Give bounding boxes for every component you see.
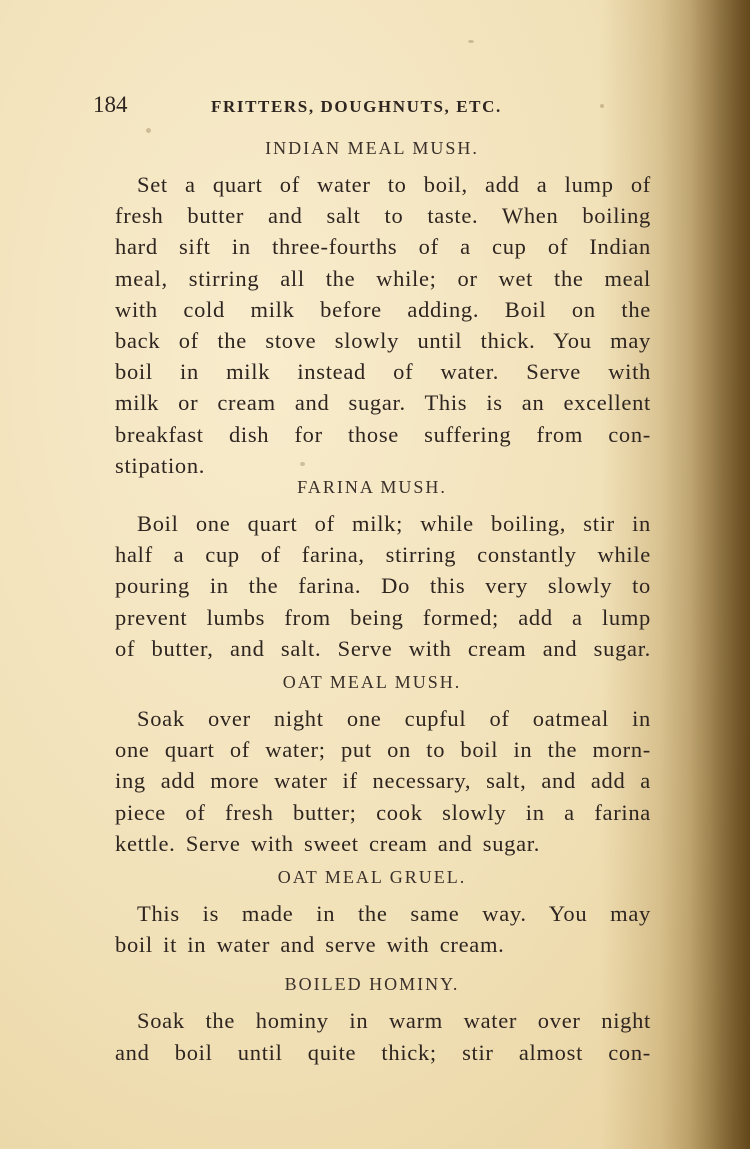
text-line: breakfast dish for those suffering from con-	[115, 421, 651, 447]
recipe-text	[93, 1005, 651, 1067]
recipe-farina-mush	[93, 477, 651, 664]
text-line: ing add more water if necessary, salt, and add a	[115, 768, 651, 794]
text-line: meal, stirring all the while; or wet the meal	[115, 265, 651, 291]
recipe-indian-meal-mush	[93, 138, 651, 481]
text-line: This is made in the same way. You may	[137, 901, 651, 927]
text-line: Set a quart of water to boil, add a lump of	[137, 172, 651, 197]
recipe-oat-meal-mush	[93, 672, 651, 859]
recipe-heading: OAT MEAL MUSH.	[282, 672, 462, 693]
text-line: boil in milk instead of water. Serve with	[115, 359, 651, 385]
recipe-heading: BOILED HOMINY.	[284, 974, 460, 995]
running-head	[93, 92, 651, 132]
recipe-heading: FARINA MUSH.	[297, 477, 447, 498]
recipe-text	[93, 508, 651, 664]
text-line: Boil one quart of milk; while boiling, stir in	[137, 511, 651, 537]
text-line: back of the stove slowly until thick. You may	[115, 328, 651, 354]
text-line: and boil until quite thick; stir almost con-	[115, 1039, 651, 1065]
recipe-heading: OAT MEAL GRUEL.	[277, 867, 467, 888]
text-line: Soak over night one cupful of oatmeal in	[137, 706, 651, 732]
text-line: half a cup of farina, stirring constantly while	[115, 542, 651, 568]
text-line: one quart of water; put on to boil in the morn-	[115, 737, 651, 763]
recipe-boiled-hominy	[93, 974, 651, 1067]
text-line: of butter, and salt. Serve with cream and sugar.	[115, 635, 651, 661]
recipe-oat-meal-gruel	[93, 867, 651, 960]
page-edge-shadow	[690, 0, 750, 1149]
text-line: piece of fresh butter; cook slowly in a farina	[115, 799, 651, 825]
text-line: pouring in the farina. Do this very slowly to	[115, 573, 651, 599]
recipe-text	[93, 169, 651, 481]
text-line: stipation.	[115, 452, 206, 478]
recipe-text	[93, 898, 651, 960]
text-line: kettle. Serve with sweet cream and sugar.	[115, 830, 541, 856]
text-line: Soak the hominy in warm water over night	[137, 1008, 651, 1034]
running-title: FRITTERS, DOUGHNUTS, ETC.	[211, 97, 502, 116]
text-line: with cold milk before adding. Boil on the	[115, 296, 651, 322]
recipe-heading: INDIAN MEAL MUSH.	[265, 138, 479, 158]
foxing-spot	[468, 40, 474, 43]
recipe-text	[93, 703, 651, 859]
text-line: boil it in water and serve with cream.	[115, 932, 505, 958]
text-line: prevent lumbs from being formed; add a lump	[115, 604, 651, 630]
text-line: fresh butter and salt to taste. When boiling	[115, 203, 651, 229]
page-number: 184	[93, 92, 128, 117]
page-text	[93, 92, 651, 1068]
text-line: milk or cream and sugar. This is an excellent	[115, 390, 651, 416]
text-line: hard sift in three-fourths of a cup of Indian	[115, 234, 651, 260]
